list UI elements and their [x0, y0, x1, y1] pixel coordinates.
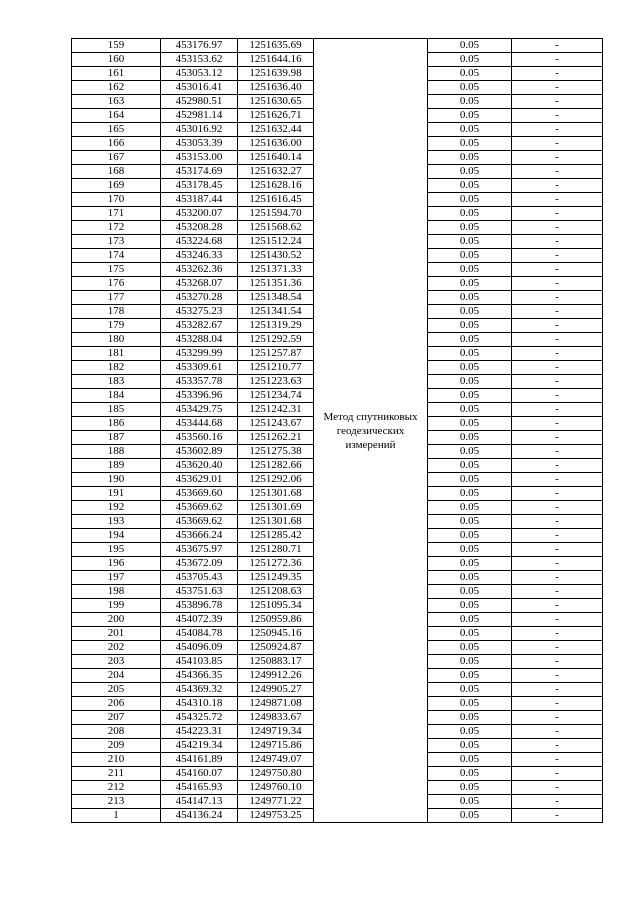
y-coordinate-cell: 1251301.68: [238, 515, 314, 529]
accuracy-cell: 0.05: [428, 501, 512, 515]
point-number-cell: 180: [72, 333, 161, 347]
remark-cell: -: [512, 375, 603, 389]
accuracy-cell: 0.05: [428, 67, 512, 81]
accuracy-cell: 0.05: [428, 361, 512, 375]
y-coordinate-cell: 1251262.21: [238, 431, 314, 445]
x-coordinate-cell: 453560.16: [161, 431, 238, 445]
y-coordinate-cell: 1249753.25: [238, 809, 314, 823]
point-number-cell: 176: [72, 277, 161, 291]
y-coordinate-cell: 1251272.36: [238, 557, 314, 571]
accuracy-cell: 0.05: [428, 375, 512, 389]
y-coordinate-cell: 1251208.63: [238, 585, 314, 599]
point-number-cell: 194: [72, 529, 161, 543]
accuracy-cell: 0.05: [428, 809, 512, 823]
accuracy-cell: 0.05: [428, 585, 512, 599]
accuracy-cell: 0.05: [428, 725, 512, 739]
remark-cell: -: [512, 697, 603, 711]
x-coordinate-cell: 454369.32: [161, 683, 238, 697]
accuracy-cell: 0.05: [428, 753, 512, 767]
accuracy-cell: 0.05: [428, 711, 512, 725]
point-number-cell: 187: [72, 431, 161, 445]
point-number-cell: 209: [72, 739, 161, 753]
accuracy-cell: 0.05: [428, 333, 512, 347]
point-number-cell: 199: [72, 599, 161, 613]
remark-cell: -: [512, 193, 603, 207]
remark-cell: -: [512, 753, 603, 767]
point-number-cell: 193: [72, 515, 161, 529]
x-coordinate-cell: 453224.68: [161, 235, 238, 249]
point-number-cell: 213: [72, 795, 161, 809]
remark-cell: -: [512, 809, 603, 823]
remark-cell: -: [512, 739, 603, 753]
x-coordinate-cell: 453016.92: [161, 123, 238, 137]
remark-cell: -: [512, 459, 603, 473]
accuracy-cell: 0.05: [428, 249, 512, 263]
x-coordinate-cell: 454366.35: [161, 669, 238, 683]
y-coordinate-cell: 1251568.62: [238, 221, 314, 235]
remark-cell: -: [512, 95, 603, 109]
accuracy-cell: 0.05: [428, 697, 512, 711]
y-coordinate-cell: 1251242.31: [238, 403, 314, 417]
remark-cell: -: [512, 333, 603, 347]
point-number-cell: 167: [72, 151, 161, 165]
y-coordinate-cell: 1251626.71: [238, 109, 314, 123]
point-number-cell: 206: [72, 697, 161, 711]
remark-cell: -: [512, 277, 603, 291]
remark-cell: -: [512, 207, 603, 221]
x-coordinate-cell: 453672.09: [161, 557, 238, 571]
method-cell: Метод спутниковых геодезических измерений: [314, 39, 428, 823]
y-coordinate-cell: 1251285.42: [238, 529, 314, 543]
y-coordinate-cell: 1250883.17: [238, 655, 314, 669]
x-coordinate-cell: 453299.99: [161, 347, 238, 361]
accuracy-cell: 0.05: [428, 319, 512, 333]
point-number-cell: 201: [72, 627, 161, 641]
point-number-cell: 211: [72, 767, 161, 781]
point-number-cell: 165: [72, 123, 161, 137]
y-coordinate-cell: 1250945.16: [238, 627, 314, 641]
accuracy-cell: 0.05: [428, 417, 512, 431]
x-coordinate-cell: 453896.78: [161, 599, 238, 613]
remark-cell: -: [512, 795, 603, 809]
point-number-cell: 169: [72, 179, 161, 193]
y-coordinate-cell: 1251319.29: [238, 319, 314, 333]
coordinates-table: [71, 38, 603, 823]
point-number-cell: 168: [72, 165, 161, 179]
y-coordinate-cell: 1249833.67: [238, 711, 314, 725]
point-number-cell: 183: [72, 375, 161, 389]
x-coordinate-cell: 453153.62: [161, 53, 238, 67]
remark-cell: -: [512, 319, 603, 333]
accuracy-cell: 0.05: [428, 599, 512, 613]
accuracy-cell: 0.05: [428, 543, 512, 557]
accuracy-cell: 0.05: [428, 473, 512, 487]
x-coordinate-cell: 453268.07: [161, 277, 238, 291]
y-coordinate-cell: 1251223.63: [238, 375, 314, 389]
x-coordinate-cell: 453669.62: [161, 515, 238, 529]
x-coordinate-cell: 454160.07: [161, 767, 238, 781]
x-coordinate-cell: 452981.14: [161, 109, 238, 123]
point-number-cell: 161: [72, 67, 161, 81]
y-coordinate-cell: 1251095.34: [238, 599, 314, 613]
point-number-cell: 177: [72, 291, 161, 305]
x-coordinate-cell: 453200.07: [161, 207, 238, 221]
remark-cell: -: [512, 767, 603, 781]
point-number-cell: 203: [72, 655, 161, 669]
accuracy-cell: 0.05: [428, 515, 512, 529]
point-number-cell: 197: [72, 571, 161, 585]
x-coordinate-cell: 454310.18: [161, 697, 238, 711]
x-coordinate-cell: 453751.63: [161, 585, 238, 599]
remark-cell: -: [512, 53, 603, 67]
y-coordinate-cell: 1251632.27: [238, 165, 314, 179]
remark-cell: -: [512, 291, 603, 305]
x-coordinate-cell: 454103.85: [161, 655, 238, 669]
point-number-cell: 204: [72, 669, 161, 683]
point-number-cell: 190: [72, 473, 161, 487]
x-coordinate-cell: 453629.01: [161, 473, 238, 487]
x-coordinate-cell: 452980.51: [161, 95, 238, 109]
coordinates-table-body: [72, 39, 603, 823]
point-number-cell: 212: [72, 781, 161, 795]
y-coordinate-cell: 1251280.71: [238, 543, 314, 557]
remark-cell: -: [512, 683, 603, 697]
remark-cell: -: [512, 501, 603, 515]
remark-cell: -: [512, 81, 603, 95]
x-coordinate-cell: 454219.34: [161, 739, 238, 753]
x-coordinate-cell: 453153.00: [161, 151, 238, 165]
y-coordinate-cell: 1251628.16: [238, 179, 314, 193]
x-coordinate-cell: 453675.97: [161, 543, 238, 557]
accuracy-cell: 0.05: [428, 403, 512, 417]
accuracy-cell: 0.05: [428, 81, 512, 95]
point-number-cell: 1: [72, 809, 161, 823]
accuracy-cell: 0.05: [428, 305, 512, 319]
x-coordinate-cell: 453705.43: [161, 571, 238, 585]
remark-cell: -: [512, 585, 603, 599]
x-coordinate-cell: 453187.44: [161, 193, 238, 207]
y-coordinate-cell: 1251632.44: [238, 123, 314, 137]
remark-cell: -: [512, 543, 603, 557]
y-coordinate-cell: 1249715.86: [238, 739, 314, 753]
x-coordinate-cell: 454325.72: [161, 711, 238, 725]
accuracy-cell: 0.05: [428, 95, 512, 109]
x-coordinate-cell: 454096.09: [161, 641, 238, 655]
accuracy-cell: 0.05: [428, 641, 512, 655]
remark-cell: -: [512, 613, 603, 627]
y-coordinate-cell: 1251301.68: [238, 487, 314, 501]
point-number-cell: 205: [72, 683, 161, 697]
point-number-cell: 172: [72, 221, 161, 235]
table-row: [72, 39, 603, 53]
x-coordinate-cell: 453176.97: [161, 39, 238, 53]
remark-cell: -: [512, 235, 603, 249]
point-number-cell: 166: [72, 137, 161, 151]
x-coordinate-cell: 453275.23: [161, 305, 238, 319]
x-coordinate-cell: 454165.93: [161, 781, 238, 795]
point-number-cell: 200: [72, 613, 161, 627]
accuracy-cell: 0.05: [428, 557, 512, 571]
x-coordinate-cell: 454161.89: [161, 753, 238, 767]
point-number-cell: 173: [72, 235, 161, 249]
remark-cell: -: [512, 417, 603, 431]
y-coordinate-cell: 1251282.66: [238, 459, 314, 473]
y-coordinate-cell: 1251249.35: [238, 571, 314, 585]
remark-cell: -: [512, 263, 603, 277]
point-number-cell: 175: [72, 263, 161, 277]
y-coordinate-cell: 1251630.65: [238, 95, 314, 109]
y-coordinate-cell: 1251616.45: [238, 193, 314, 207]
remark-cell: -: [512, 347, 603, 361]
accuracy-cell: 0.05: [428, 165, 512, 179]
remark-cell: -: [512, 389, 603, 403]
x-coordinate-cell: 453246.33: [161, 249, 238, 263]
accuracy-cell: 0.05: [428, 263, 512, 277]
point-number-cell: 192: [72, 501, 161, 515]
x-coordinate-cell: 453602.89: [161, 445, 238, 459]
remark-cell: -: [512, 571, 603, 585]
remark-cell: -: [512, 781, 603, 795]
accuracy-cell: 0.05: [428, 235, 512, 249]
y-coordinate-cell: 1251636.40: [238, 81, 314, 95]
x-coordinate-cell: 453444.68: [161, 417, 238, 431]
y-coordinate-cell: 1249749.07: [238, 753, 314, 767]
x-coordinate-cell: 453669.60: [161, 487, 238, 501]
x-coordinate-cell: 453288.04: [161, 333, 238, 347]
remark-cell: -: [512, 473, 603, 487]
remark-cell: -: [512, 487, 603, 501]
accuracy-cell: 0.05: [428, 669, 512, 683]
point-number-cell: 178: [72, 305, 161, 319]
remark-cell: -: [512, 361, 603, 375]
x-coordinate-cell: 453429.75: [161, 403, 238, 417]
accuracy-cell: 0.05: [428, 739, 512, 753]
remark-cell: -: [512, 599, 603, 613]
y-coordinate-cell: 1251639.98: [238, 67, 314, 81]
point-number-cell: 195: [72, 543, 161, 557]
y-coordinate-cell: 1251644.16: [238, 53, 314, 67]
x-coordinate-cell: 454072.39: [161, 613, 238, 627]
remark-cell: -: [512, 221, 603, 235]
accuracy-cell: 0.05: [428, 795, 512, 809]
x-coordinate-cell: 454136.24: [161, 809, 238, 823]
accuracy-cell: 0.05: [428, 613, 512, 627]
accuracy-cell: 0.05: [428, 627, 512, 641]
accuracy-cell: 0.05: [428, 459, 512, 473]
x-coordinate-cell: 453016.41: [161, 81, 238, 95]
point-number-cell: 202: [72, 641, 161, 655]
x-coordinate-cell: 453270.28: [161, 291, 238, 305]
x-coordinate-cell: 453208.28: [161, 221, 238, 235]
y-coordinate-cell: 1251348.54: [238, 291, 314, 305]
point-number-cell: 191: [72, 487, 161, 501]
accuracy-cell: 0.05: [428, 767, 512, 781]
point-number-cell: 171: [72, 207, 161, 221]
accuracy-cell: 0.05: [428, 277, 512, 291]
remark-cell: -: [512, 515, 603, 529]
accuracy-cell: 0.05: [428, 389, 512, 403]
point-number-cell: 196: [72, 557, 161, 571]
x-coordinate-cell: 454223.31: [161, 725, 238, 739]
accuracy-cell: 0.05: [428, 123, 512, 137]
point-number-cell: 186: [72, 417, 161, 431]
point-number-cell: 174: [72, 249, 161, 263]
remark-cell: -: [512, 627, 603, 641]
point-number-cell: 162: [72, 81, 161, 95]
remark-cell: -: [512, 711, 603, 725]
x-coordinate-cell: 453174.69: [161, 165, 238, 179]
point-number-cell: 189: [72, 459, 161, 473]
remark-cell: -: [512, 123, 603, 137]
accuracy-cell: 0.05: [428, 529, 512, 543]
remark-cell: -: [512, 305, 603, 319]
y-coordinate-cell: 1251243.67: [238, 417, 314, 431]
y-coordinate-cell: 1250959.86: [238, 613, 314, 627]
y-coordinate-cell: 1249912.26: [238, 669, 314, 683]
y-coordinate-cell: 1251210.77: [238, 361, 314, 375]
remark-cell: -: [512, 137, 603, 151]
point-number-cell: 210: [72, 753, 161, 767]
point-number-cell: 160: [72, 53, 161, 67]
point-number-cell: 188: [72, 445, 161, 459]
accuracy-cell: 0.05: [428, 683, 512, 697]
y-coordinate-cell: 1251292.59: [238, 333, 314, 347]
remark-cell: -: [512, 557, 603, 571]
point-number-cell: 164: [72, 109, 161, 123]
remark-cell: -: [512, 109, 603, 123]
remark-cell: -: [512, 655, 603, 669]
y-coordinate-cell: 1251594.70: [238, 207, 314, 221]
y-coordinate-cell: 1251292.06: [238, 473, 314, 487]
accuracy-cell: 0.05: [428, 193, 512, 207]
x-coordinate-cell: 453282.67: [161, 319, 238, 333]
point-number-cell: 179: [72, 319, 161, 333]
y-coordinate-cell: 1251351.36: [238, 277, 314, 291]
y-coordinate-cell: 1251430.52: [238, 249, 314, 263]
accuracy-cell: 0.05: [428, 431, 512, 445]
remark-cell: -: [512, 179, 603, 193]
accuracy-cell: 0.05: [428, 151, 512, 165]
accuracy-cell: 0.05: [428, 571, 512, 585]
y-coordinate-cell: 1251640.14: [238, 151, 314, 165]
accuracy-cell: 0.05: [428, 655, 512, 669]
y-coordinate-cell: 1251257.87: [238, 347, 314, 361]
x-coordinate-cell: 453053.39: [161, 137, 238, 151]
remark-cell: -: [512, 641, 603, 655]
x-coordinate-cell: 453396.96: [161, 389, 238, 403]
point-number-cell: 182: [72, 361, 161, 375]
point-number-cell: 208: [72, 725, 161, 739]
y-coordinate-cell: 1251635.69: [238, 39, 314, 53]
y-coordinate-cell: 1249771.22: [238, 795, 314, 809]
point-number-cell: 170: [72, 193, 161, 207]
remark-cell: -: [512, 151, 603, 165]
y-coordinate-cell: 1251234.74: [238, 389, 314, 403]
y-coordinate-cell: 1249760.10: [238, 781, 314, 795]
remark-cell: -: [512, 529, 603, 543]
y-coordinate-cell: 1249905.27: [238, 683, 314, 697]
accuracy-cell: 0.05: [428, 207, 512, 221]
accuracy-cell: 0.05: [428, 39, 512, 53]
remark-cell: -: [512, 165, 603, 179]
accuracy-cell: 0.05: [428, 445, 512, 459]
accuracy-cell: 0.05: [428, 53, 512, 67]
y-coordinate-cell: 1251512.24: [238, 235, 314, 249]
point-number-cell: 207: [72, 711, 161, 725]
y-coordinate-cell: 1251301.69: [238, 501, 314, 515]
y-coordinate-cell: 1251275.38: [238, 445, 314, 459]
accuracy-cell: 0.05: [428, 179, 512, 193]
accuracy-cell: 0.05: [428, 291, 512, 305]
point-number-cell: 198: [72, 585, 161, 599]
x-coordinate-cell: 453357.78: [161, 375, 238, 389]
y-coordinate-cell: 1249719.34: [238, 725, 314, 739]
accuracy-cell: 0.05: [428, 781, 512, 795]
y-coordinate-cell: 1251636.00: [238, 137, 314, 151]
y-coordinate-cell: 1250924.87: [238, 641, 314, 655]
accuracy-cell: 0.05: [428, 109, 512, 123]
remark-cell: -: [512, 39, 603, 53]
x-coordinate-cell: 453666.24: [161, 529, 238, 543]
accuracy-cell: 0.05: [428, 221, 512, 235]
y-coordinate-cell: 1249750.80: [238, 767, 314, 781]
remark-cell: -: [512, 669, 603, 683]
point-number-cell: 163: [72, 95, 161, 109]
remark-cell: -: [512, 725, 603, 739]
accuracy-cell: 0.05: [428, 137, 512, 151]
remark-cell: -: [512, 431, 603, 445]
remark-cell: -: [512, 403, 603, 417]
x-coordinate-cell: 453669.62: [161, 501, 238, 515]
y-coordinate-cell: 1251371.33: [238, 263, 314, 277]
x-coordinate-cell: 453262.36: [161, 263, 238, 277]
accuracy-cell: 0.05: [428, 347, 512, 361]
x-coordinate-cell: 453178.45: [161, 179, 238, 193]
remark-cell: -: [512, 249, 603, 263]
x-coordinate-cell: 454084.78: [161, 627, 238, 641]
x-coordinate-cell: 454147.13: [161, 795, 238, 809]
x-coordinate-cell: 453620.40: [161, 459, 238, 473]
y-coordinate-cell: 1249871.08: [238, 697, 314, 711]
x-coordinate-cell: 453309.61: [161, 361, 238, 375]
y-coordinate-cell: 1251341.54: [238, 305, 314, 319]
point-number-cell: 185: [72, 403, 161, 417]
point-number-cell: 159: [72, 39, 161, 53]
x-coordinate-cell: 453053.12: [161, 67, 238, 81]
point-number-cell: 184: [72, 389, 161, 403]
remark-cell: -: [512, 67, 603, 81]
remark-cell: -: [512, 445, 603, 459]
point-number-cell: 181: [72, 347, 161, 361]
accuracy-cell: 0.05: [428, 487, 512, 501]
